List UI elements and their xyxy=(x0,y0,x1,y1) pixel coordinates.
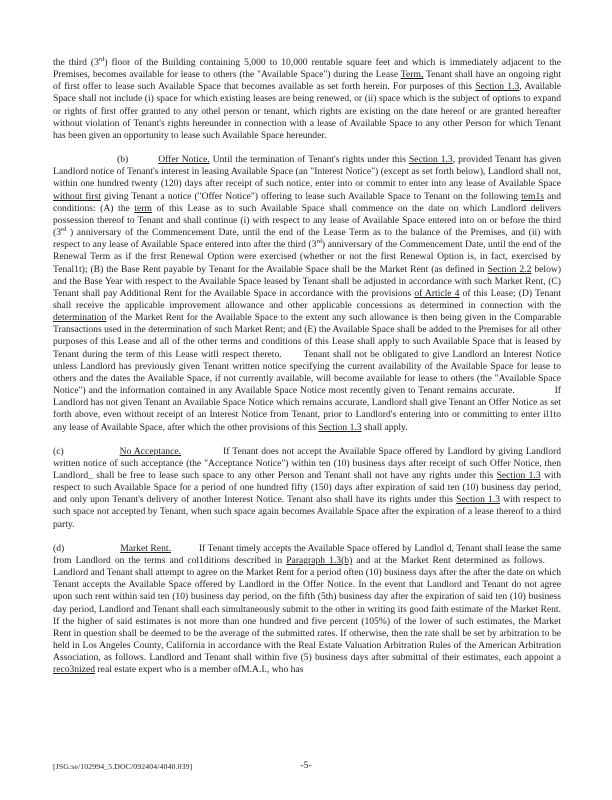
tab-space xyxy=(282,356,304,357)
text-run: of the Market Rent for the Available Space to the extent any such allowance is then being given in the Comparable Transactions used in the determination of such Market Rent; and (E) the Available Space shall be added to the Premises for all other purposes of this Lease and all of the other terms and conditions of this Lease shall apply to such Available Space that is leased by Tenant during the term of this Lease witll respect thereto. xyxy=(53,312,561,360)
text-run: of this Lease as to such Available Space shall commence on the date on which Landlord delivers possession thereof to Tenant and shall continue (i) with respect to any lease of Available Space entered into on or before the third (3 xyxy=(53,202,562,239)
text-run: Landlord and Tenant shall attempt to agree on the Market Rent for a period often (10) business days after the after the date on which Tenant accepts the Available Space offered by Landlord in the Offer Notice. In the event that Landlord and Tenant do not agree upon such rent within said ten (10) business day period, on the fifth (5th) business day after the expiration of said ten (10) business day period, Landlord and Tenant shall each simultaneously submit to the other in writing its good faith estimate of the Market Rent. If the higher of said estimates is not more than one hundred and five percent (105%) of the lower of such estimates, the Market Rent in question shall be deemed to be the average of the submitted rates. If otherwise, then the rate shall be set by arbitration to be held in Los Angeles County, California in accordance with the Real Estate Valuation Arbitration Rules of the American Arbitration Association, as follows. Landlord and Tenant shall within five (5) business days after submittal of their estimates, each appoint a xyxy=(53,567,561,664)
text-run: giving Tenant a notice ("Offer Notice") offering to lease such Available Space to Tenant on the following xyxy=(100,190,522,202)
text-run: Tenant shall not be obligated to give Landlord an Interest Notice unless Landlord has previously given Tenant written notice specifying the current availability of the Available Space for lease to others and the dates the Available Space, if not currently available, will become available for lease to others (the "Available Space Notice") and the information contained in any Available Space Notice most recently given to Tenant remains accurate. xyxy=(53,348,561,397)
underlined-text: Section 1.3 xyxy=(456,494,500,506)
text-run: ) floor of the Building containing 5,000 to 10,000 rentable square feet and which is immediately adjacent to the Premises, becomes available for lease to others (the "Available Space") during the Lease xyxy=(53,57,561,81)
page-footer xyxy=(0,760,612,776)
underlined-text: determination xyxy=(53,312,107,324)
text-run: Until the termination of Tenant's rights under this xyxy=(209,154,409,166)
text-run: of this Lease; (D) Tenant shall receive the applicable improvement allowance and other applicable concessions as determined in connection with the xyxy=(53,287,561,311)
superscript-text: rd xyxy=(316,238,322,245)
text-run: If Landlord has not given Tenant an Available Space Notice which remains accurate, Landlord shall give Tenant an Offer Notice as set forth above, even without receipt of an Interest Notice from Tenant, prior to Landlord's entering into or committing to enter il1to any lease of Available Space, after which the other provisions of this xyxy=(53,385,561,433)
paragraph-c-no-acceptance xyxy=(53,446,561,531)
underlined-text: Offer Notice. xyxy=(158,154,210,166)
text-run: with respect to such space not accepted by Tenant, when such space again becomes Available Space after the expiration of a lease thereof to a third party. xyxy=(53,494,561,530)
tab-space xyxy=(64,550,120,551)
text-run: and conditions: (A) the xyxy=(53,190,561,214)
text-run: , Available Space shall not include (i) space for which existing leases are being renewed, or (ii) space which is the subject of options to expand or rights of first offer granted to any othel person or tenant, which rights are existing on the date hereof or are granted hereafter without violation of Tenant's rights hereunder in connection with a lease of Available Space to any other Person for which Tenant has been given an opportunity to lease such Available Space hereunder. xyxy=(53,81,561,141)
paragraph-d-market-rent xyxy=(53,543,561,677)
text-run: with respect to such Available Space for a period of one hundred fifty (150) days after expiration of said ten (10) business day period, and only upon Tenant's delivery of another Interest Notice. Tenant also shall have its rights under this xyxy=(53,470,561,506)
text-run: (c) xyxy=(53,445,64,457)
underlined-text: Paragraph 1.3(b) xyxy=(286,554,353,566)
text-run: If Tenant timely accepts the Available Space offered by Landlol d, Tenant shall lease the same from Landlord on the terms and col1ditions described in xyxy=(53,542,561,566)
text-run: the third (3 xyxy=(53,57,99,68)
text-run: ) anniversary of the Commencement Date, until the end of the Renewal Term as if the frrst Renewal Option were exercised (whether or not the first Renewal Option is, in fact, exercised by Tenal1t); (B) the Base Rent payable by Tenant for the Available Space shall be the Market Rent (as defined in xyxy=(53,239,561,275)
superscript-text: rd xyxy=(61,225,67,233)
footer-doc-id: [JSG:se/102994_5.DOC/092404/4040.039] xyxy=(53,762,193,771)
text-run: (d) xyxy=(53,542,65,554)
text-run: (b) xyxy=(117,154,129,166)
underlined-text: without first xyxy=(53,190,101,202)
underlined-text: Market Rent. xyxy=(120,542,171,554)
tab-space xyxy=(64,453,120,454)
underlined-text: Section 1.3 xyxy=(475,81,520,93)
paragraph-b-offer-notice xyxy=(53,154,561,434)
paragraph-intro-continuation xyxy=(53,57,561,142)
text-run: and at the Market Rent determined as follows. xyxy=(352,554,545,566)
underlined-text: of Article 4 xyxy=(414,287,460,299)
document-body xyxy=(53,57,561,689)
underlined-text: Section 1.3 xyxy=(408,154,453,166)
underlined-text: Section 2.2 xyxy=(487,263,532,275)
underlined-text: Term, xyxy=(400,69,424,81)
underlined-text: tem1s xyxy=(521,190,545,202)
text-run: below) and the Base Year with respect to the Available Space leased by Tenant shall be adjusted in accordance with such Market Rent, (C) Tenant shall pay Additional Rent for the Available Space in accordance with the provisions xyxy=(53,263,562,299)
tab-space xyxy=(545,562,561,563)
tab-space xyxy=(53,161,117,162)
tab-space xyxy=(181,453,223,454)
footer-page-number: -5- xyxy=(300,760,312,771)
superscript-text: rd xyxy=(98,55,105,63)
underlined-text: Section 1.3 xyxy=(318,421,362,433)
text-run: shall apply. xyxy=(361,421,408,433)
underlined-text: reco3nized xyxy=(53,664,96,676)
underlined-text: No Acceptance. xyxy=(119,445,182,457)
text-run: If Tenant does not accept the Available Space offered by Landlord by giving Landlord written notice of such acceptance (the "Acceptance Notice") within ten (10) business days after receipt of such Offer Notice, then Landlord_ shall be free to lease such space to any other Person and Tenant shall not have any rights under this xyxy=(53,445,561,481)
underlined-text: Section 1.3 xyxy=(496,470,541,481)
tab-space xyxy=(515,392,555,393)
text-run: , provided Tenant has given Landlord notice of Tenant's interest in leasing Available Space (an "Interest Notice") (except as set forth below), Landlord shall not, within one hundred twenty (120) days after receipt of such notice, enter into or commit to enter into any lease of Available Space xyxy=(53,154,562,190)
text-run: Tenant shall have an ongoing right of first offer to lease such Available Space that becomes available as set forth herein. For purposes of this xyxy=(53,69,561,93)
text-run: ) anniversary of the Commencement Date, until the end of the Lease Term as to the balance of the Premises, and (ii) with respect to any lease of Available Space entered into after the third (3 xyxy=(53,227,561,251)
underlined-text: term xyxy=(134,202,152,214)
text-run: real estate expert who is a member ofM.A.I., who has xyxy=(95,664,304,676)
tab-space xyxy=(128,161,158,162)
tab-space xyxy=(171,550,199,551)
